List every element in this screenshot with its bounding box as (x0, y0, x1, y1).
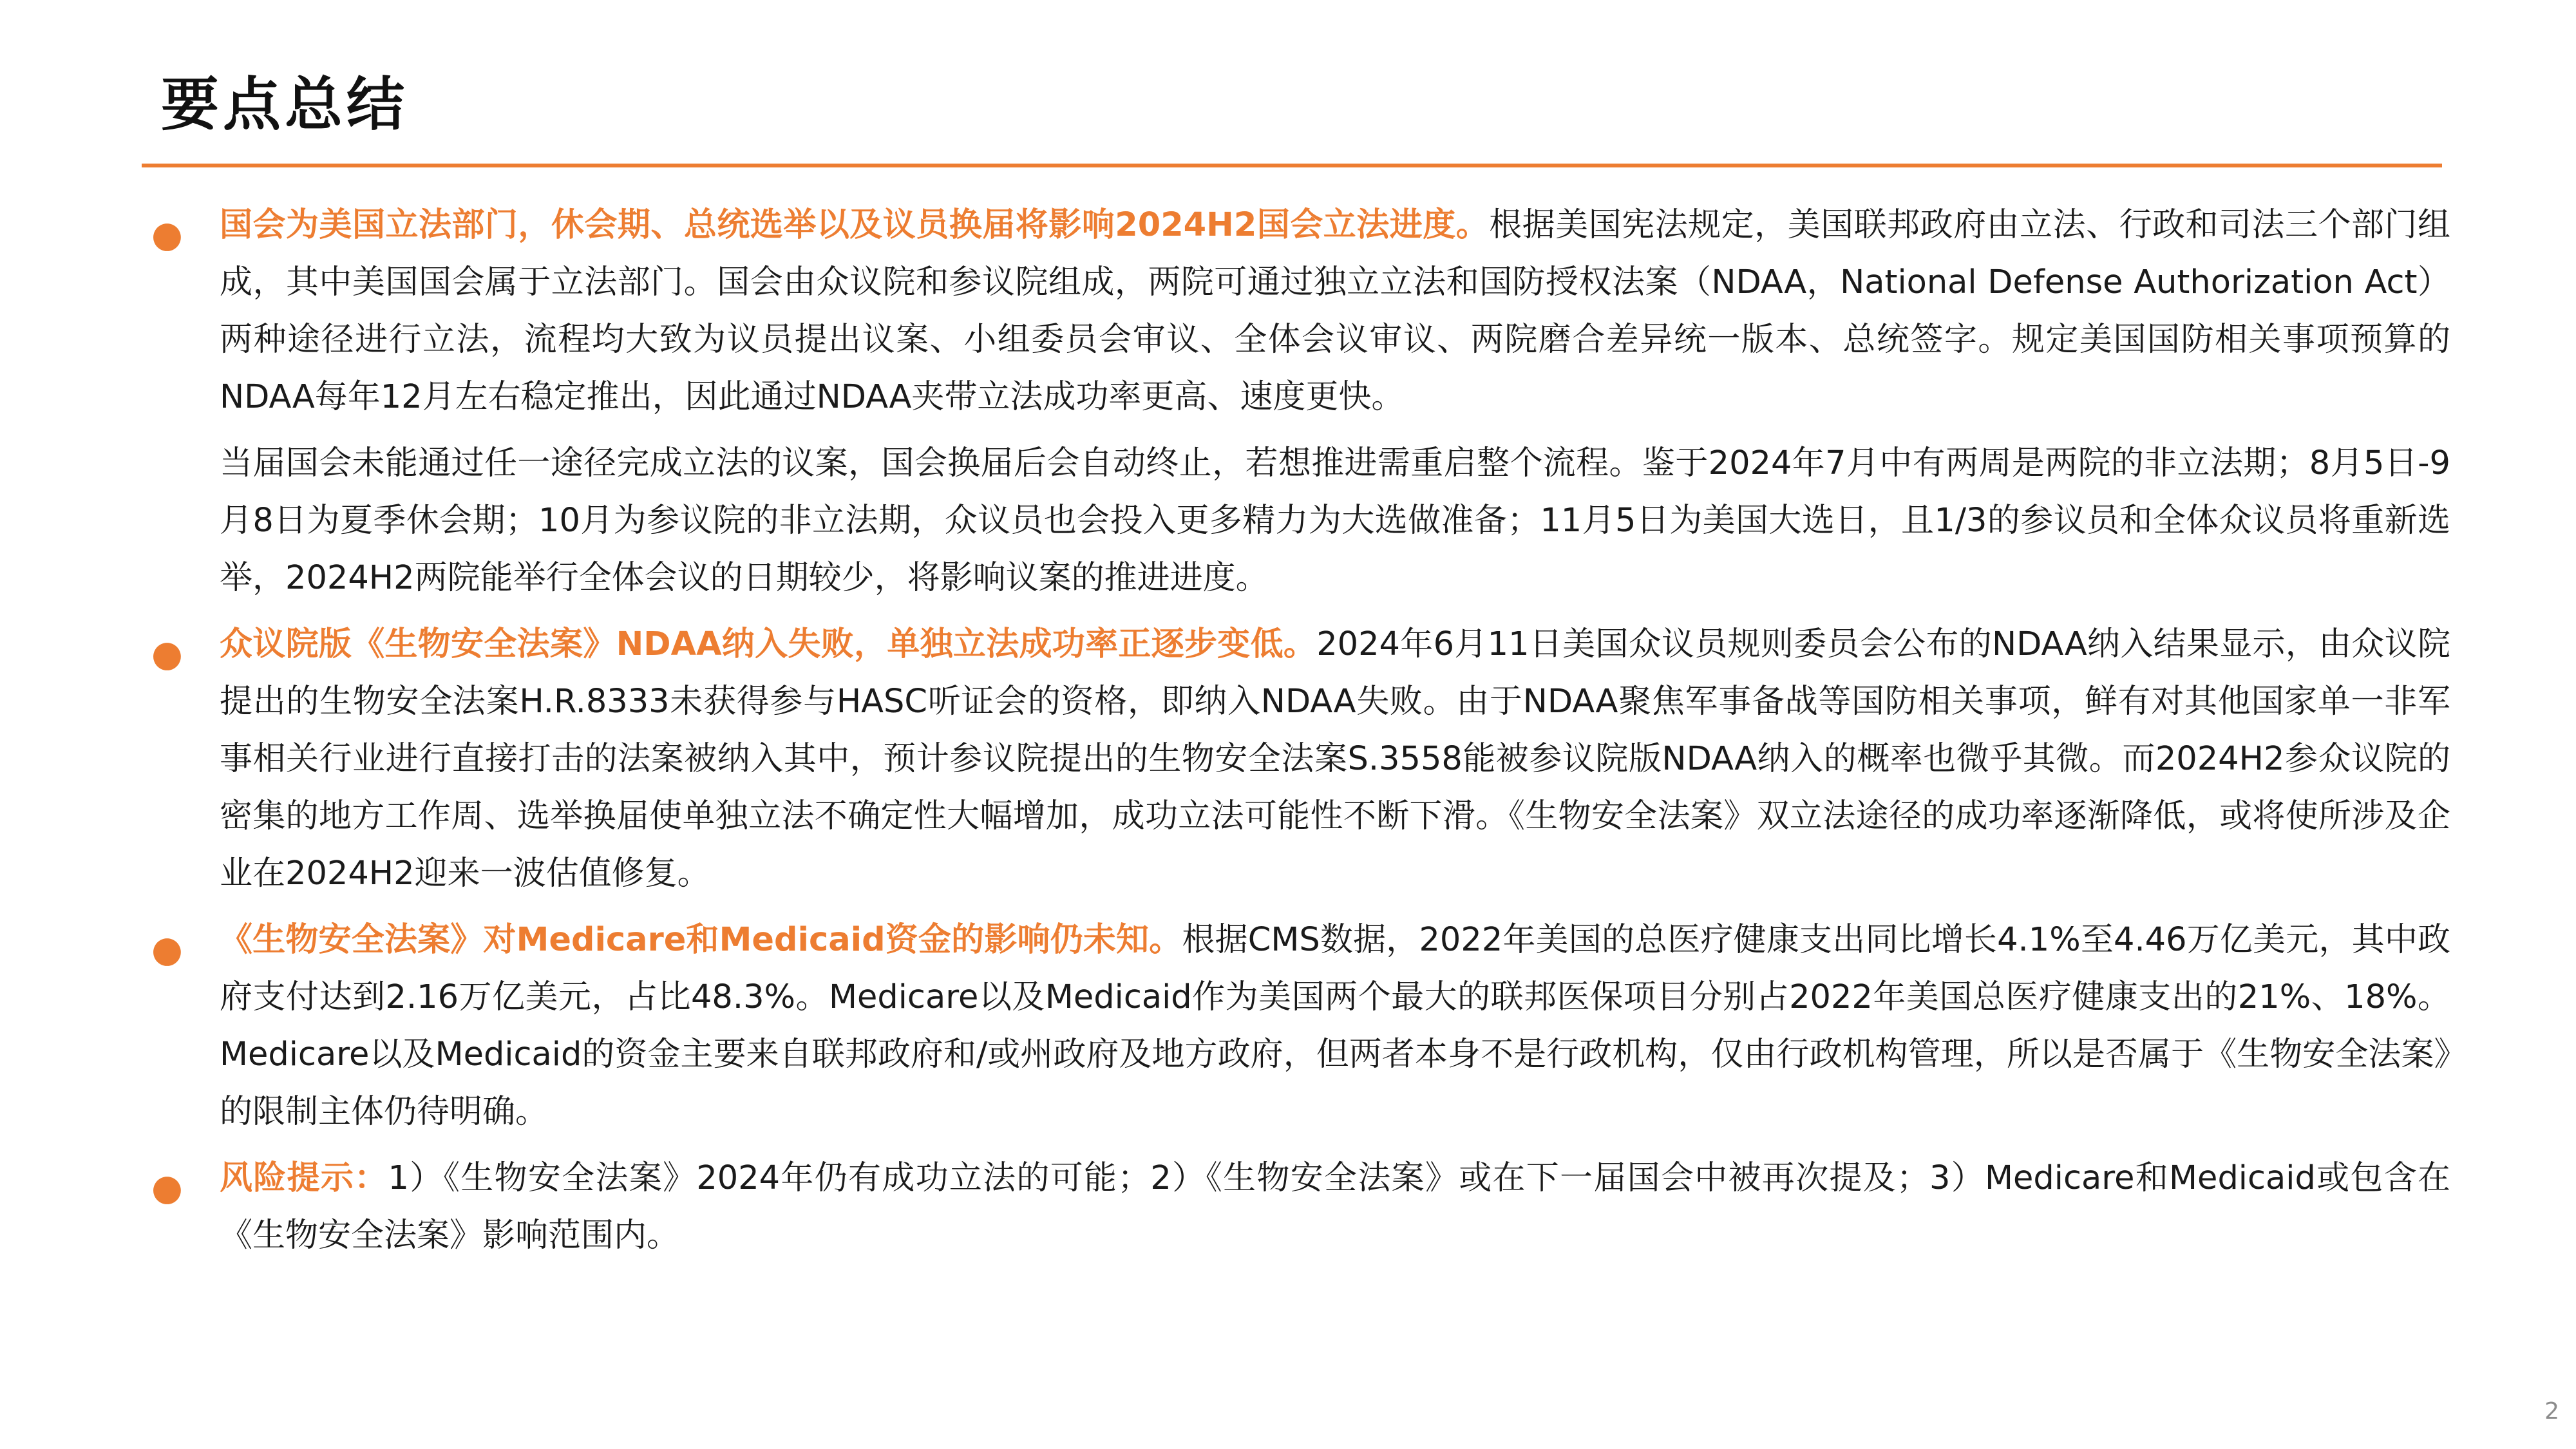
title-divider (142, 164, 2442, 167)
bullet-text: 根据CMS数据，2022年美国的总医疗健康支出同比增长4.1%至4.46万亿美元，其中政府支付达到2.16万亿美元，占比48.3%。Medicare以及Medicaid作为美国两个最大的联邦医保项目分别占2022年美国总医疗健康支出的21%、18%。Medicare以及Medicaid的资金主要来自联邦政府和/或州政府及地方政府，但两者本身不是行政机构，仅由行政机构管理，所以是否属于《生物安全法案》的限制主体仍待明确。 (220, 921, 2451, 1131)
bullet-body (220, 1150, 2450, 1264)
bullet-continuation: 当届国会未能通过任一途径完成立法的议案，国会换届后会自动终止，若想推进需重启整个流程。鉴于2024年7月中有两周是两院的非立法期；8月5日-9月8日为夏季休会期；10月为参议院的非立法期，众议员也会投入更多精力为大选做准备；11月5日为美国大选日，且1/3的参议员和全体众议员将重新选举，2024H2两院能举行全体会议的日期较少，将影响议案的推进进度。 (220, 444, 2450, 597)
bullet-dot-icon: ● (151, 214, 183, 256)
bullet-lead: 众议院版《生物安全法案》NDAA纳入失败，单独立法成功率正逐步变低。 (220, 625, 1317, 663)
bullet-text: 2024年6月11日美国众议员规则委员会公布的NDAA纳入结果显示，由众议院提出的生物安全法案H.R.8333未获得参与HASC听证会的资格，即纳入NDAA失败。由于NDAA聚焦军事备战等国防相关事项，鲜有对其他国家单一非军事相关行业进行直接打击的法案被纳入其中，预计参议院提出的生物安全法案S.3558能被参议院版NDAA纳入的概率也微乎其微。而2024H2参众议院的密集的地方工作周、选举换届使单独立法不确定性大幅增加，成功立法可能性不断下滑。《生物安全法案》双立法途径的成功率逐渐降低，或将使所涉及企业在2024H2迎来一波估值修复。 (220, 625, 2450, 893)
bullet-paragraph (220, 196, 2450, 426)
bullet-body (220, 196, 2450, 607)
bullet-body (220, 911, 2450, 1141)
bullet-lead: 国会为美国立法部门，休会期、总统选举以及议员换届将影响2024H2国会立法进度。 (220, 206, 1490, 244)
page-number: 2 (2544, 1398, 2559, 1425)
bullet-item-medicare (151, 911, 2450, 1141)
bullet-body (220, 616, 2450, 902)
bullet-paragraph (220, 1150, 2450, 1264)
bullet-item-congress (151, 196, 2450, 607)
summary-content (151, 196, 2450, 1264)
bullet-lead: 《生物安全法案》对Medicare和Medicaid资金的影响仍未知。 (220, 921, 1182, 959)
bullet-text: 1）《生物安全法案》2024年仍有成功立法的可能；2）《生物安全法案》或在下一届国会中被再次提及；3）Medicare和Medicaid或包含在《生物安全法案》影响范围内。 (220, 1159, 2450, 1255)
bullet-dot-icon: ● (151, 929, 183, 971)
bullet-item-ndaa (151, 616, 2450, 902)
bullet-item-risk (151, 1150, 2450, 1264)
bullet-dot-icon: ● (151, 1167, 183, 1209)
bullet-paragraph (220, 911, 2450, 1141)
bullet-lead: 风险提示： (220, 1159, 388, 1197)
bullet-text: 根据美国宪法规定，美国联邦政府由立法、行政和司法三个部门组成，其中美国国会属于立法部门。国会由众议院和参议院组成，两院可通过独立立法和国防授权法案（NDAA，National Defense Authorization Act）两种途径进行立法，流程均大致为议员提出议案、小组委员会审议、全体会议审议、两院磨合差异统一版本、总统签字。规定美国国防相关事项预算的NDAA每年12月左右稳定推出，因此通过NDAA夹带立法成功率更高、速度更快。 (220, 206, 2450, 416)
page-title: 要点总结 (161, 71, 408, 138)
bullet-paragraph (220, 616, 2450, 902)
bullet-dot-icon: ● (151, 633, 183, 675)
